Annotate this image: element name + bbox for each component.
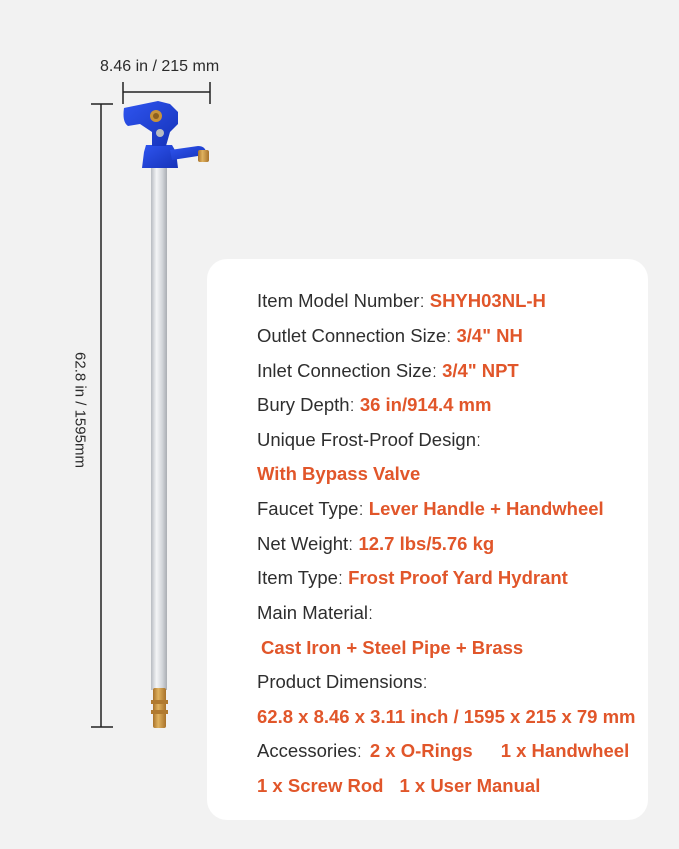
brass-inlet — [153, 688, 166, 728]
spec-product-dimensions-value: 62.8 x 8.46 x 3.11 inch / 1595 x 215 x 79 mm — [257, 706, 636, 727]
spec-bury-depth-value: 36 in/914.4 mm — [354, 394, 492, 415]
spec-design-value-line — [257, 463, 420, 485]
spec-design-value: With Bypass Valve — [257, 463, 421, 484]
height-dimension-line — [91, 104, 113, 727]
spec-accessories-line-2 — [257, 775, 540, 797]
spec-faucet — [257, 498, 604, 520]
spec-model-label: Item Model Numberː — [257, 290, 425, 311]
spec-model-value: SHYH03NL-H — [424, 290, 546, 311]
specifications-card — [207, 259, 648, 820]
spec-inlet — [257, 360, 519, 382]
brass-outlet — [198, 150, 209, 162]
spec-inlet-value: 3/4" NPT — [436, 360, 519, 381]
spec-weight — [257, 533, 494, 555]
spec-weight-label: Net Weightː — [257, 533, 354, 554]
width-dimension-label: 8.46 in / 215 mm — [100, 58, 220, 75]
spec-inlet-label: Inlet Connection Sizeː — [257, 360, 437, 381]
spec-design-label: Unique Frost-Proof Designː — [257, 429, 482, 450]
spec-product-dimensions-value-line — [257, 706, 636, 728]
accessory-item: 1 x User Manual — [399, 775, 541, 796]
spec-bury-depth-label: Bury Depthː — [257, 394, 355, 415]
accessory-item: 1 x Handwheel — [500, 740, 630, 761]
spec-outlet — [257, 325, 523, 347]
spec-faucet-value: Lever Handle + Handwheel — [363, 498, 604, 519]
height-dimension-label: 62.8 in / 1595mm — [71, 352, 89, 468]
spec-item-type-label: Item Typeː — [257, 567, 344, 588]
spec-material-value-line — [261, 637, 523, 659]
accessory-item: 2 x O-Rings — [369, 740, 473, 761]
hydrant — [124, 101, 210, 728]
spec-accessories-label: Accessoriesː — [257, 740, 362, 761]
spec-material-value: Cast Iron + Steel Pipe + Brass — [261, 637, 524, 658]
spec-material — [257, 602, 373, 624]
spec-outlet-label: Outlet Connection Sizeː — [257, 325, 452, 346]
accessory-item: 1 x Screw Rod — [257, 775, 384, 796]
steel-pipe — [151, 168, 167, 690]
spec-design — [257, 429, 481, 451]
spec-accessories — [257, 740, 629, 762]
width-dimension-line — [123, 82, 210, 104]
spec-product-dimensions-label: Product Dimensionsː — [257, 671, 428, 692]
spec-bury-depth — [257, 394, 491, 416]
spec-weight-value: 12.7 lbs/5.76 kg — [353, 533, 495, 554]
spec-product-dimensions — [257, 671, 428, 693]
spec-faucet-label: Faucet Typeː — [257, 498, 364, 519]
spec-item-type — [257, 567, 568, 589]
spec-outlet-value: 3/4" NH — [451, 325, 523, 346]
lever-handle — [124, 101, 179, 146]
spec-item-type-value: Frost Proof Yard Hydrant — [343, 567, 568, 588]
spec-material-label: Main Materialː — [257, 602, 374, 623]
spec-model — [257, 290, 546, 312]
